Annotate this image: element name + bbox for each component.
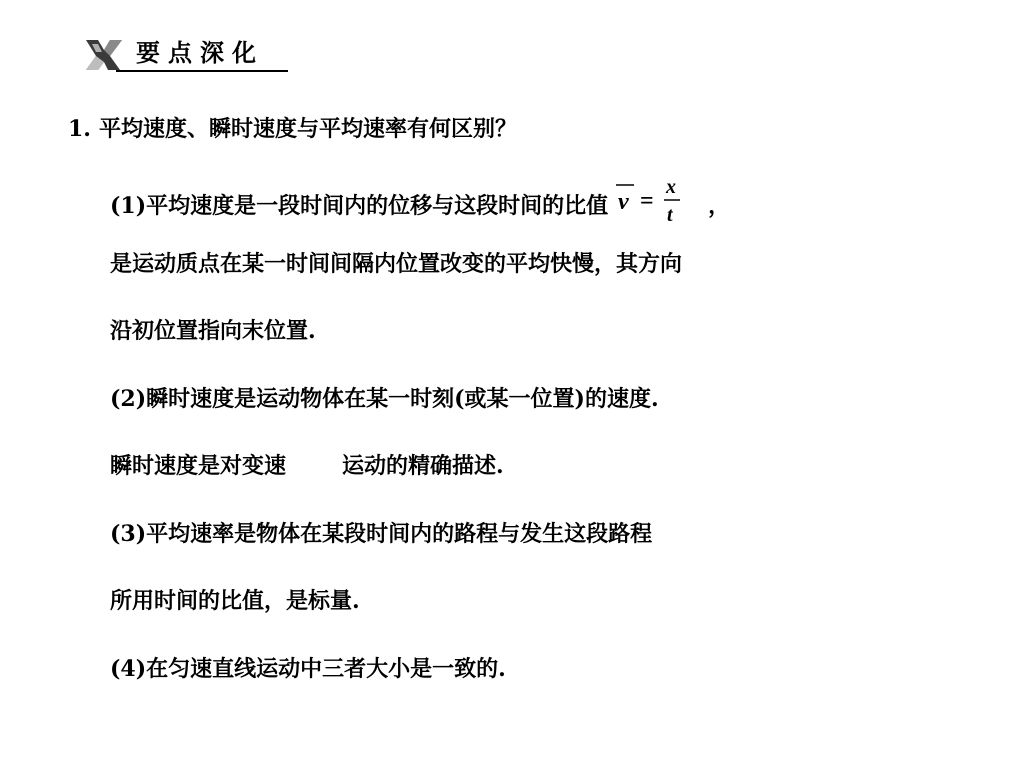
question-text: 平均速度、瞬时速度与平均速率有何区别？ (98, 116, 517, 142)
paragraph-line-6: (3)平均速率是物体在某段时间内的路程与发生这段路程 (110, 521, 653, 547)
line-1-tail: ， (708, 193, 731, 219)
question-number: 1. (68, 116, 91, 142)
average-velocity-formula (614, 177, 708, 229)
formula-denominator: t (667, 204, 673, 226)
paragraph-line-2: 是运动质点在某一时间间隔内位置改变的平均快慢，其方向 (110, 251, 683, 277)
question-heading (68, 114, 517, 144)
line-1-text: (1)平均速度是一段时间内的位移与这段时间的比值 (110, 193, 609, 219)
section-logo-icon (84, 38, 124, 72)
line-5-text-b: 运动的精确描述. (342, 453, 504, 479)
paragraph-line-5 (110, 451, 504, 481)
paragraph-line-8: (4)在匀速直线运动中三者大小是一致的. (110, 656, 506, 682)
section-underline (116, 70, 288, 72)
formula-equals: = (640, 188, 654, 214)
paragraph-line-4: (2)瞬时速度是运动物体在某一时刻(或某一位置)的速度. (110, 386, 659, 412)
section-title: 要点深化 (136, 39, 264, 67)
paragraph-line-1 (110, 176, 731, 233)
formula-v: v (618, 189, 629, 215)
line-5-text-a: 瞬时速度是对变速 (110, 453, 287, 479)
section-header (84, 38, 288, 74)
formula-numerator: x (666, 176, 677, 198)
paragraph-line-7: 所用时间的比值，是标量. (110, 588, 360, 614)
paragraph-line-3: 沿初位置指向末位置. (110, 318, 316, 344)
